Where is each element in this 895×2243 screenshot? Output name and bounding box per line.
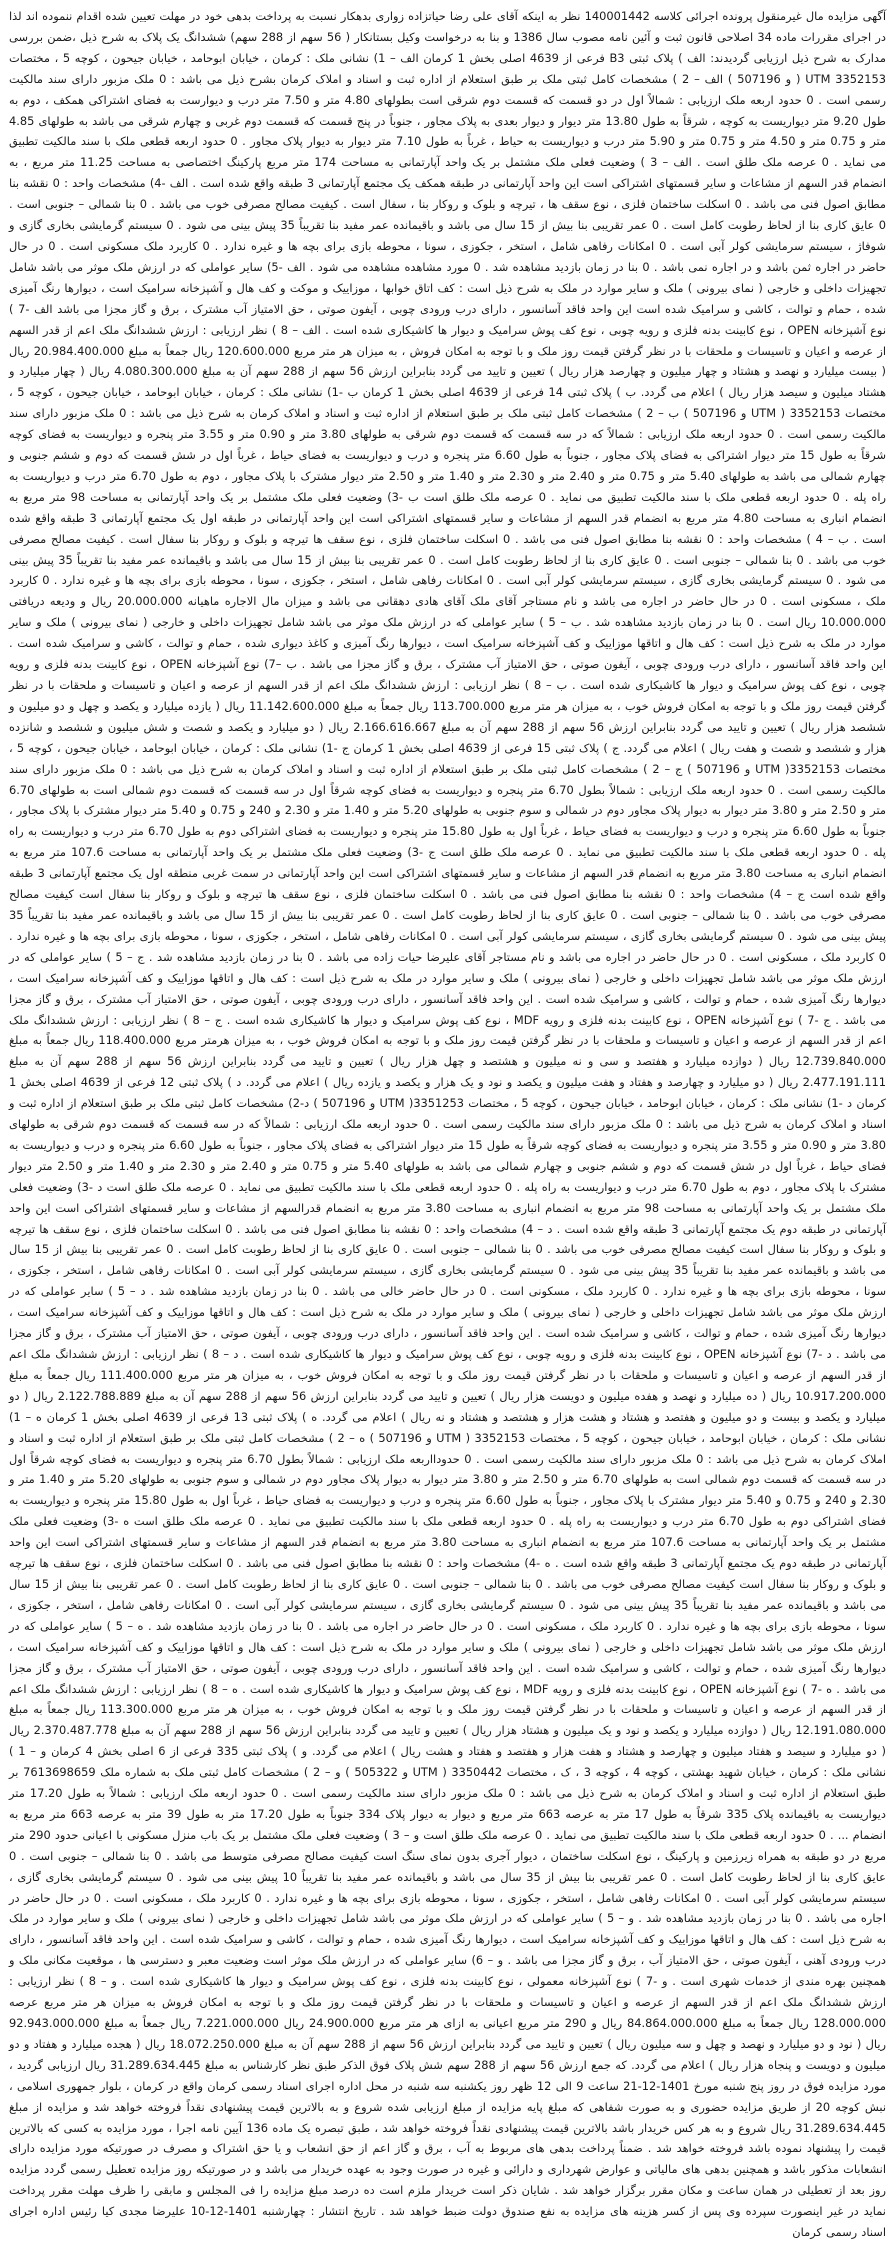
auction-notice-text: آگهی مزایده مال غیرمنقول پرونده اجرائی کلاسه 140001442 نظر به اینکه آقای علی رضا حیاتزاده زواری بدهکار نسبت به پرداخت بدهی خود در مهلت تعیین شده اقدام ننموده اند لذا در اجرای مقررات ماده 34 اصلاحی قانون ثبت و آئین نامه مصوب سال 1386 و بنا به درخواست وکیل بستانکار ( 56 سهم از 288 سهم) ششدانگ یک پلاک به شرح ذیل ،ضمن بررسی مدارک به شرح ذیل ارزیابی گردیدند: الف ) پلاک ثبتی B3 فرعی از 4639 اصلی بخش 1 کرمان الف – 1) نشانی ملک : کرمان ، خیابان ابوحامد ، خیابان جیحون ، کوچه 5 ، مختصات 3352153 UTM ( و 507196 ) الف – 2 ) مشخصات کامل ثبتی ملک بر طبق استعلام از اداره ثبت و اسناد و املاک کرمان بشرح ذیل می باشد : 0 ملک مزبور دارای سند مالکیت رسمی است . 0 حدود اربعه ملک ارزیابی : شمالاً اول در دو قسمت که قسمت دوم شرقی است بطولهای 4.80 متر و 7.50 متر درب و دیوارست به فضای اشتراکی همکف ، دوم به طول 9.20 متر دیواریست به کوچه ، شرقاً به طول 13.80 متر دیوار و دیوار بعدی به پلاک مجاور ، جنوباً در پنج قسمت که قسمت دوم غربی و چهارم شرقی می باشد به طولهای 4.85 متر و 0.75 متر و 4.50 متر و 0.75 متر و 5.90 متر درب و دیواریست به حیاط ، غرباً به طول 7.10 متر دیوار به دیوار پلاک مجاور . 0 حدود اربعه قطعی ملک با سند مالکیت تطبیق می نماید . 0 عرصه ملک طلق است . الف – 3 ) وضعیت فعلی ملک مشتمل بر یک واحد آپارتمانی به مساحت 174 متر مربع پارکینگ اختصاصی به مساحت 11.25 متر مربع ، به انضمام قدر السهم از مشاعات و سایر قسمتهای اشتراکی است این واحد آپارتمانی در طبقه همکف یک مجتمع آپارتمانی 3 طبقه واقع شده است . الف -4) مشخصات واحد : 0 نقشه بنا مطابق اصول فنی می باشد . 0 اسکلت ساختمان فلزی ، نوع سقف ها ، تیرچه و بلوک و روکار بنا ، سفال است . کیفیت مصالح مصرفی خوب می باشد . 0 بنا شمالی – جنوبی است . 0 عایق کاری بنا از لحاظ رطوبت کامل است . 0 عمر تقریبی بنا بیش از 15 سال می باشد و باقیمانده عمر مفید بنا تقریباً 35 پیش بینی می شود . 0 سیستم گرمایشی بخاری گازی و شوفاژ ، سیستم سرمایشی کولر آبی است . 0 امکانات رفاهی شامل ، استخر ، جکوزی ، سونا ، محوطه بازی برای بچه ها و غیره ندارد . 0 کاربرد ملک مسکونی است . 0 در حال حاضر در اجاره ثمن باشد و در اجاره نمی باشد . 0 بنا در زمان بازدید مشاهده شد . 0 مورد مشاهده مشاهده می شود . الف -5) سایر عواملی که در ارزش ملک موثر می باشد شامل تجهیزات داخلی و خارجی ( نمای بیرونی ) ملک و سایر موارد در ملک به شرح ذیل است : کف اتاق خوابها ، موزاییک و موکت و کف هال و آشپزخانه سرامیک است ، دیوارها رنگ آمیزی شده ، حمام و توالت ، کاشی و سرامیک شده است این واحد فاقد آسانسور ، دارای درب ورودی چوبی ، آیفون صوتی ، حق الامتیاز آب مشترک ، برق و گاز مجزا می باشد الف -7 ) نوع آشپزخانه OPEN ، نوع کابینت بدنه فلزی و رویه چوبی ، نوع کف پوش سرامیک و دیوار ها کاشیکاری شده است . الف – 8 ) نظر ارزیابی : ارزش ششدانگ ملک اعم از قدر السهم از عرصه و اعیان و تاسیسات و ملحقات با در نظر گرفتن قیمت روز ملک و با توجه به امکان فروش ، به میزان هر متر مربع 120.600.000 ریال جمعاً به مبلغ 20.984.400.000 ریال ( بیست میلیارد و نهصد و هشتاد و چهار میلیون و چهارصد هزار ریال ) تعیین و تایید می گردد بنابراین ارزش 56 سهم از 288 سهم آن به مبلغ 4.080.300.000 ریال ( چهار میلیارد و هشتاد میلیون و سیصد هزار ریال ) اعلام می گردد. ب ) پلاک ثبتی 14 فرعی از 4639 اصلی بخش 1 کرمان ب -1) نشانی ملک : کرمان ، خیابان ابوحامد ، خیابان جیحون ، کوچه 5 ، مختصات 3352153 ( UTM و 507196 ) ب – 2 ) مشخصات کامل ثبتی ملک بر طبق استعلام از اداره ثبت و اسناد و املاک کرمان به شرح ذیل می باشد : 0 ملک مزبور دارای سند مالکیت رسمی است . 0 حدود اربعه ملک ارزیابی : شمالاً که در سه قسمت که قسمت دوم شرقی به طولهای 3.80 متر و 0.90 متر و 3.55 متر پنجره و دیواریست به فضای کوچه شرقاً به طول 15 متر دیوار اشتراکی به فضای پلاک مجاور ، جنوباً به طول 6.60 متر پنجره و درب و دیواریست به فضای حیاط ، غرباً اول در شش قسمت که دوم و ششم جنوبی و چهارم شمالی می باشد به طولهای 5.40 متر و 0.75 متر و 2.40 متر و 2.30 متر و 1.40 متر و 2.50 متر دیوار مشترک با پلاک مجاور ، دوم به طول 6.70 متر درب و دیواریست به راه پله . 0 حدود اربعه قطعی ملک با سند مالکیت تطبیق می نماید . 0 عرصه ملک طلق است ب -3) وضعیت فعلی ملک مشتمل بر یک واحد آپارتمانی به مساحت 98 متر مربع به انضمام انباری به مساحت 4.80 متر مربع به انضمام قدر السهم از مشاعات و سایر قسمتهای اشتراکی است این واحد آپارتمانی در طبقه اول یک مجتمع آپارتمانی 3 طبقه واقع شده است . ب – 4 ) مشخصات واحد : 0 نقشه بنا مطابق اصول فنی می باشد . 0 اسکلت ساختمان فلزی ، نوع سقف ها تیرچه و بلوک و روکار بنا سفال است . کیفیت مصالح مصرفی خوب می باشد . 0 بنا شمالی – جنوبی است . 0 عایق کاری بنا از لحاظ رطوبت کامل است . 0 عمر تقریبی بنا بیش از 15 سال می باشد و باقیمانده عمر مفید بنا تقریباً 35 پیش بینی می شود . 0 سیستم گرمایشی بخاری گازی ، سیستم سرمایشی کولر آبی است . 0 امکانات رفاهی شامل ، استخر ، جکوزی ، سونا ، محوطه بازی برای بچه ها و غیره ندارد . 0 کاربرد ملک ، مسکونی است . 0 در حال حاضر در اجاره می باشد و نام مستاجر آقای ملک آقای هادی دهقانی می باشد و میزان مال الاجاره ماهیانه 20.000.000 ریال و ودیعه دریافتی 10.000.000 ریال است . 0 بنا در زمان بازدید مشاهده شد . ب – 5 ) سایر عواملی که در ارزش ملک موثر می باشد شامل تجهیزات داخلی و خارجی ( نمای بیرونی ) ملک و سایر موارد در ملک به شرح ذیل است : کف هال و اتاقها موزاییک و کف آشپزخانه سرامیک است ، دیوارها رنگ آمیزی و کاغذ دیواری شده ، حمام و توالت ، کاشی و سرامیک شده است . این واحد فاقد آسانسور ، دارای درب ورودی چوبی ، آیفون صوتی ، حق الامتیاز آب مشترک ، برق و گاز مجزا می باشد . ب –7) نوع آشپزخانه OPEN ، نوع کابینت بدنه فلزی و رویه چوبی ، نوع کف پوش سرامیک و دیوار ها کاشیکاری شده است . ب – 8 ) نظر ارزیابی : ارزش ششدانگ ملک اعم از قدر السهم از عرصه و اعیان و تاسیسات و ملحقات با در نظر گرفتن قیمت روز ملک و با توجه به امکان فروش خوب ، به میزان هر متر مربع 113.700.000 ریال جمعاً به مبلغ 11.142.600.000 ریال ( یازده میلیارد و یکصد و چهل و دو میلیون و ششصد هزار ریال ) تعیین و تایید می گردد بنابراین ارزش 56 سهم از 288 سهم آن به مبلغ 2.166.616.667 ریال ( دو میلیارد و یکصد و شصت و شش میلیون و ششصد و شانزده هزار و ششصد و شصت و هفت ریال ) اعلام می گردد. ج ) پلاک ثبتی 15 فرعی از 4639 اصلی بخش 1 کرمان ج -1) نشانی ملک : کرمان ، خیابان ابوحامد ، خیابان جیحون ، کوچه 5 ، مختصات 3352153( UTM و 507196 ) ج – 2 ) مشخصات کامل ثبتی ملک بر طبق استعلام از اداره ثبت و اسناد و املاک کرمان به شرح ذیل می باشد : 0 ملک مزبور دارای سند مالکیت رسمی است . 0 حدود اربعه ملک ارزیابی : شمالاً بطول 6.70 متر پنجره و دیواریست به فضای کوچه شرقاً اول در سه قسمت که قسمت دوم شمالی است به طولهای 6.70 متر و 2.50 متر و 3.80 متر دیوار به دیوار پلاک مجاور دوم در شمالی و سوم جنوبی به طولهای 5.20 متر و 1.40 متر و 2.30 و 240 و 0.75 و 5.40 متر دیوار مشترک با پلاک مجاور ، جنوباً به طول 6.60 متر پنجره و درب و دیواریست به فضای حیاط ، غرباً اول به طول 15.80 متر پنجره و دیواریست به فضای اشتراکی دوم به طول 6.70 متر درب و دیواریست به راه پله . 0 حدود اربعه قطعی ملک با سند مالکیت تطبیق می نماید . 0 عرصه ملک طلق است ج -3) وضعیت فعلی ملک مشتمل بر یک واحد آپارتمانی به مساحت 107.6 متر مربع به انضمام انباری به مساحت 3.80 متر مربع به انضمام قدر السهم از مشاعات و سایر قسمتهای اشتراکی است این واحد آپارتمانی در سمت غربی منطقه اول یک مجتمع آپارتمانی 3 طبقه واقع شده است ج – 4) مشخصات واحد : 0 نقشه بنا مطابق اصول فنی می باشد . 0 اسکلت ساختمان فلزی ، نوع سقف ها تیرچه و بلوک و روکار بنا سفال است کیفیت مصالح مصرفی خوب می باشد . 0 بنا شمالی – جنوبی است . 0 عایق کاری بنا از لحاظ رطوبت کامل است . 0 عمر تقریبی بنا بیش از 15 سال می باشد و باقیمانده عمر مفید بنا تقریباً 35 پیش بینی می شود . 0 سیستم گرمایشی بخاری گازی ، سیستم سرمایشی کولر آبی است . 0 امکانات رفاهی شامل ، استخر ، جکوزی ، سونا ، محوطه بازی برای بچه ها و غیره ندارد . 0 کاربرد ملک ، مسکونی است . 0 در حال حاضر در اجاره می باشد و نام مستاجر آقای علیرضا حیات زاده می باشد . 0 بنا در زمان بازدید مشاهده شد . ج – 5 ) سایر عواملی که در ارزش ملک موثر می باشد شامل تجهیزات داخلی و خارجی ( نمای بیرونی ) ملک و سایر موارد در ملک به شرح ذیل است : کف هال و اتاقها موزاییک و کف آشپزخانه سرامیک است ، دیوارها رنگ آمیزی شده ، حمام و توالت ، کاشی و سرامیک شده است . این واحد فاقد آسانسور ، دارای درب ورودی چوبی ، آیفون صوتی ، حق الامتیاز آب مشترک ، برق و گاز مجزا می باشد . ج -7 ) نوع آشپزخانه OPEN ، نوع کابینت بدنه فلزی و رویه MDF ، نوع کف پوش سرامیک و دیوار ها کاشیکاری شده است . ج – 8 ) نظر ارزیابی : ارزش ششدانگ ملک اعم از قدر السهم از عرصه و اعیان و تاسیسات و ملحقات با در نظر گرفتن قیمت روز ملک و با توجه به امکان فروش خوب ، به میزان هرمتر مربع 118.400.000 ریال جمعاً به مبلغ 12.739.840.000 ریال ( دوازده میلیارد و هفتصد و سی و نه میلیون و هشتصد و چهل هزار ریال ) تعیین و تایید می گردد بنابراین ارزش 56 سهم از 288 سهم آن به مبلغ 2.477.191.111 ریال ( دو میلیارد و چهارصد و هفتاد و هفت میلیون و یکصد و نود و یک هزار و یکصد و یازده ریال ) اعلام می گردد. د ) پلاک ثبتی 12 فرعی از 4639 اصلی بخش 1 کرمان د -1) نشانی ملک : کرمان ، خیابان ابوحامد ، خیابان جیحون ، کوچه 5 ، مختصات 3351253( UTM و 507196 ) د-2) مشخصات کامل ثبتی ملک بر طبق استعلام از اداره ثبت و اسناد و املاک کرمان به شرح ذیل می باشد : 0 ملک مزبور دارای سند مالکیت رسمی است . 0 حدود اربعه ملک ارزیابی : شمالاً که در سه قسمت که قسمت دوم شرقی به طولهای 3.80 متر و 0.90 متر و 3.55 متر پنجره و دیواریست به فضای کوچه شرقاً به طول 15 متر دیوار اشتراکی به فضای پلاک مجاور ، جنوباً به طول 6.60 متر پنجره و درب و دیواریست به فضای حیاط ، غرباً اول در شش قسمت که دوم و ششم جنوبی و چهارم شمالی می باشد به طولهای 5.40 متر و 0.75 متر و 2.40 متر و 2.30 متر و 1.40 متر و 2.50 متر دیوار مشترک با پلاک مجاور ، دوم به طول 6.70 متر درب و دیواریست به راه پله . 0 حدود اربعه قطعی ملک با سند مالکیت تطبیق می نماید . 0 عرصه ملک طلق است د -3) وضعیت فعلی ملک مشتمل بر یک واحد آپارتمانی به مساحت 98 متر مربع به انضمام انباری به مساحت 3.80 متر مربع به انضمام قدرالسهم از مشاعات و سایر قسمتهای اشتراکی است این واحد آپارتمانی در طبقه دوم یک مجتمع آپارتمانی 3 طبقه واقع شده است . د – 4) مشخصات واحد : 0 نقشه بنا مطابق اصول فنی می باشد . 0 اسکلت ساختمان فلزی ، نوع سقف ها تیرچه و بلوک و روکار بنا سفال است کیفیت مصالح مصرفی خوب می باشد . 0 بنا شمالی – جنوبی است . 0 عایق کاری بنا از لحاظ رطوبت کامل است . 0 عمر تقریبی بنا بیش از 15 سال می باشد و باقیمانده عمر مفید بنا تقریباً 35 پیش بینی می شود . 0 سیستم گرمایشی بخاری گازی ، سیستم سرمایشی کولر آبی است . 0 امکانات رفاهی شامل ، استخر ، جکوزی ، سونا ، محوطه بازی برای بچه ها و غیره ندارد . 0 کاربرد ملک ، مسکونی است . 0 در حال حاضر خالی می باشد . 0 بنا در زمان بازدید مشاهده شد . د – 5 ) سایر عواملی که در ارزش ملک موثر می باشد شامل تجهیزات داخلی و خارجی ( نمای بیرونی ) ملک و سایر موارد در ملک به شرح ذیل است : کف هال و اتاقها موزاییک و کف آشپزخانه سرامیک است ، دیوارها رنگ آمیزی شده ، حمام و توالت ، کاشی و سرامیک شده است . این واحد فاقد آسانسور ، دارای درب ورودی چوبی ، آیفون صوتی ، حق الامتیاز آب مشترک ، برق و گاز مجزا می باشد . د -7) نوع آشپزخانه OPEN ، نوع کابینت بدنه فلزی و رویه چوبی ، نوع کف پوش سرامیک و دیوار ها کاشیکاری شده است . د – 8 ) نظر ارزیابی : ارزش ششدانگ ملک اعم از قدر السهم از عرصه و اعیان و تاسیسات و ملحقات با در نظر گرفتن قیمت روز ملک و با توجه به امکان فروش خوب ، به میزان هر متر مربع 111.400.000 ریال جمعاً به مبلغ 10.917.200.000 ریال ( ده میلیارد و نهصد و هفده میلیون و دویست هزار ریال ) تعیین و تایید می گردد بنابراین ارزش 56 سهم از 288 سهم آن به مبلغ 2.122.788.889 ریال ( دو میلیارد و یکصد و بیست و دو میلیون و هفتصد و هشتاد و هشت هزار و هشتصد و هشتاد و نه ریال ) اعلام می گردد. ه ) پلاک ثبتی 13 فرعی از 4639 اصلی بخش 1 کرمان ه – 1) نشانی ملک : کرمان ، خیابان ابوحامد ، خیابان جیحون ، کوچه 5 ، مختصات 3352153 ( UTM و 507196 ) ه – 2 ) مشخصات کامل ثبتی ملک بر طبق استعلام از اداره ثبت و اسناد و املاک کرمان به شرح ذیل می باشد : 0 ملک مزبور دارای سند مالکیت رسمی است . 0 حدودااربعه ملک ارزیابی : شمالاً بطول 6.70 متر پنجره و دیواریست به فضای کوچه شرقاً اول در سه قسمت که قسمت دوم شمالی است به طولهای 6.70 متر و 2.50 متر و 3.80 متر دیوار به دیوار پلاک مجاور دوم در شمالی و سوم جنوبی به طولهای 5.20 متر و 1.40 متر و 2.30 و 240 و 0.75 و 5.40 متر دیوار مشترک با پلاک مجاور ، جنوباً به طول 6.60 متر پنجره و درب و دیواریست به فضای حیاط ، غرباً اول به طول 15.80 متر پنجره و دیواریست به فضای اشتراکی دوم به طول 6.70 متر درب و دیواریست به راه پله . 0 حدود اربعه قطعی ملک با سند مالکیت تطبیق می نماید . 0 عرصه ملک طلق است ه -3) وضعیت فعلی ملک مشتمل بر یک واحد آپارتمانی به مساحت 107.6 متر مربع به انضمام انباری به مساحت 3.80 متر مربع به انضمام قدر السهم از مشاعات و سایر قسمتهای اشتراکی است این واحد آپارتمانی در طبقه دوم یک مجتمع آپارتمانی 3 طبقه واقع شده است . ه -4) مشخصات واحد : 0 نقشه بنا مطابق اصول فنی می باشد . 0 اسکلت ساختمان فلزی ، نوع سقف ها تیرچه و بلوک و روکار بنا سفال است کیفیت مصالح مصرفی خوب می باشد . 0 بنا شمالی – جنوبی است . 0 عایق کاری بنا از لحاظ رطوبت کامل است . 0 عمر تقریبی بنا بیش از 15 سال می باشد و باقیمانده عمر مفید بنا تقریباً 35 پیش بینی می شود . 0 سیستم گرمایشی بخاری گازی ، سیستم سرمایشی کولر آبی است . 0 امکانات رفاهی شامل ، استخر ، جکوزی ، سونا ، محوطه بازی برای بچه ها و غیره ندارد . 0 کاربرد ملک ، مسکونی است . 0 در حال حاضر در اجاره می باشد . 0 بنا در زمان بازدید مشاهده شد . ه – 5 ) سایر عواملی که در ارزش ملک موثر می باشد شامل تجهیزات داخلی و خارجی ( نمای بیرونی ) ملک و سایر موارد در ملک به شرح ذیل است : کف هال و اتاقها موزاییک و کف آشپزخانه سرامیک است ، دیوارها رنگ آمیزی شده ، حمام و توالت ، کاشی و سرامیک شده است . این واحد فاقد آسانسور ، دارای درب ورودی چوبی ، آیفون صوتی ، حق الامتیاز آب مشترک ، برق و گاز مجزا می باشد . ه -7 ) نوع آشپزخانه OPEN ، نوع کابینت بدنه فلزی و رویه MDF ، نوع کف پوش سرامیک و دیوار ها کاشیکاری شده است . ه – 8 ) نظر ارزیابی : ارزش ششدانگ ملک اعم از قدر السهم از عرصه و اعیان و تاسیسات و ملحقات با در نظر گرفتن قیمت روز ملک و با توجه به امکان فروش خوب ، به میزان هر متر مربع 113.300.000 ریال جمعاً به مبلغ 12.191.080.000 ریال ( دوازده میلیارد و یکصد و نود و یک میلیون و هشتاد هزار ریال ) تعیین و تایید می گردد بنابراین ارزش 56 سهم از 288 سهم آن به مبلغ 2.370.487.778 ریال ( دو میلیارد و سیصد و هفتاد میلیون و چهارصد و هشتاد و هفت هزار و هفتصد و هفتاد و هشت ریال ) اعلام می گردد. و ) پلاک ثبتی 335 فرعی از 6 اصلی بخش 4 کرمان و – 1 ) نشانی ملک : کرمان ، خیابان شهید بهشتی ، کوچه 4 ، کوچه 3 ، ک ، مختصات 3350442 ( UTM و 505322 ) و – 2 ) مشخصات کامل ثبتی ملک به شماره ملک 7613698659 بر طبق استعلام از اداره ثبت و اسناد و املاک کرمان به شرح ذیل می باشد : 0 ملک مزبور دارای سند مالکیت رسمی است . 0 حدود اربعه ملک ارزیابی : شمالاً به طول 17.20 متر دیواریست به باقیمانده پلاک 335 شرقاً به طول 17 متر به عرصه 663 متر مربع و دیوار به دیوار پلاک 334 جنوباً به طول 17.20 متر به طول 39 متر به عرصه 663 متر مربع به انضمام ... . 0 حدود اربعه قطعی ملک با سند مالکیت تطبیق می نماید . 0 عرصه ملک طلق است و – 3 ) وضعیت فعلی ملک مشتمل بر یک باب منزل مسکونی با اعیانی حدود 290 متر مربع در دو طبقه به همراه زیرزمین و پارکینگ ، نوع اسکلت ساختمان ، دیوار آجری بدون نمای سنگ است کیفیت مصالح مصرفی متوسط می باشد . 0 بنا شمالی – جنوبی است . 0 عایق کاری بنا از لحاظ رطوبت کامل است . 0 عمر تقریبی بنا بیش از 35 سال می باشد و باقیمانده عمر مفید بنا تقریباً 10 پیش بینی می شود . 0 سیستم گرمایشی بخاری گازی ، سیستم سرمایشی کولر آبی است . 0 امکانات رفاهی شامل ، استخر ، جکوزی ، سونا ، محوطه بازی برای بچه ها و غیره ندارد . 0 کاربرد ملک ، مسکونی است . 0 در حال حاضر در اجاره می باشد . 0 بنا در زمان بازدید مشاهده شد . و – 5 ) سایر عواملی که در ارزش ملک موثر می باشد شامل تجهیزات داخلی و خارجی ( نمای بیرونی ) ملک و سایر موارد در ملک به شرح ذیل است : کف هال و اتاقها موزاییک و کف آشپزخانه سرامیک است ، دیوارها رنگ آمیزی شده ، حمام و توالت ، کاشی و سرامیک شده است . این واحد فاقد آسانسور ، دارای درب ورودی آهنی ، آیفون صوتی ، حق الامتیاز آب ، برق و گاز مجزا می باشد . و – 6) سایر عواملی که در ارزش ملک موثر است وضعیت معبر و دسترسی ها ، موقعیت مکانی ملک و همچنین بهره مندی از خدمات شهری است . و -7 ) نوع آشپزخانه معمولی ، نوع کابینت بدنه فلزی ، نوع کف پوش سرامیک و دیوار ها کاشیکاری شده است . و – 8 ) نظر ارزیابی : ارزش ششدانگ ملک اعم از قدر السهم از عرصه و اعیان و تاسیسات و ملحقات با در نظر گرفتن قیمت روز ملک و با توجه به امکان فروش به میزان هر متر مربع عرصه 128.000.000 ریال جمعاً به مبلغ 84.864.000.000 ریال و 290 متر مربع اعیانی به ازای هر متر مربع 24.900.000 ریال 7.221.000.000 ریال جمعاً به مبلغ 92.943.000.000 ریال ( نود و دو میلیارد و نهصد و چهل و سه میلیون ریال ) تعیین و تایید می گردد بنابراین ارزش 56 سهم از 288 سهم آن به مبلغ 18.072.250.000 ریال ( هجده میلیارد و هفتاد و دو میلیون و دویست و پنجاه هزار ریال ) اعلام می گردد. که جمع ارزش 56 سهم از 288 سهم شش پلاک فوق الذکر طبق نظر کارشناس به مبلغ 31.289.634.445 ریال ارزیابی گردید ، مورد مزایده فوق در روز پنج شنبه مورخ 1401-12-21 ساعت 9 الی 12 ظهر روز یکشنبه سه شنبه در محل اداره اجرای اسناد رسمی کرمان واقع در کرمان ، بلوار جمهوری اسلامی ، نبش کوچه 20 از طریق مزایده حضوری و به صورت شفاهی که مبلغ پایه مزایده از مبلغ ارزیابی شده شروع و به بالاترین قیمت پیشنهادی نقداً فروخته خواهد شد و مزایده از مبلغ 31.289.634.445 ریال شروع و به هر کس خریدار باشد بالاترین قیمت پیشنهادی نقداً فروخته خواهد شد ، طبق تبصره یک ماده 136 آیین نامه اجرا ، مورد مزایده به کسی که بالاترین قیمت را پیشنهاد نموده باشد فروخته خواهد شد . ضمناً پرداخت بدهی های مربوط به آب ، برق و گاز اعم از حق انشعاب و یا حق اشتراک و مصرف در صورتیکه مورد مزایده دارای انشعابات مذکور باشد و همچنین بدهی های مالیاتی و عوارض شهرداری و دارائی و غیره در صورت وجود به عهده خریدار می باشد و در صورتیکه روز مزایده تعطیل رسمی گردد مزایده روز بعد از تعطیلی در همان ساعت و مکان مقرر برگزار خواهد شد . شایان ذکر است خریدار ملزم است ده درصد مبلغ مزایده را فی المجلس و مابقی را ظرف مهلت مقرر پرداخت نماید در غیر اینصورت سپرده وی پس از کسر هزینه های مزایده به نفع صندوق دولت ضبط خواهد شد . تاریخ انتشار : چهارشنبه 1401-12-10 علیرضا مجدی کیا رئیس اداره اجرای اسناد رسمی کرمان bbox=[8, 9, 887, 2240]
